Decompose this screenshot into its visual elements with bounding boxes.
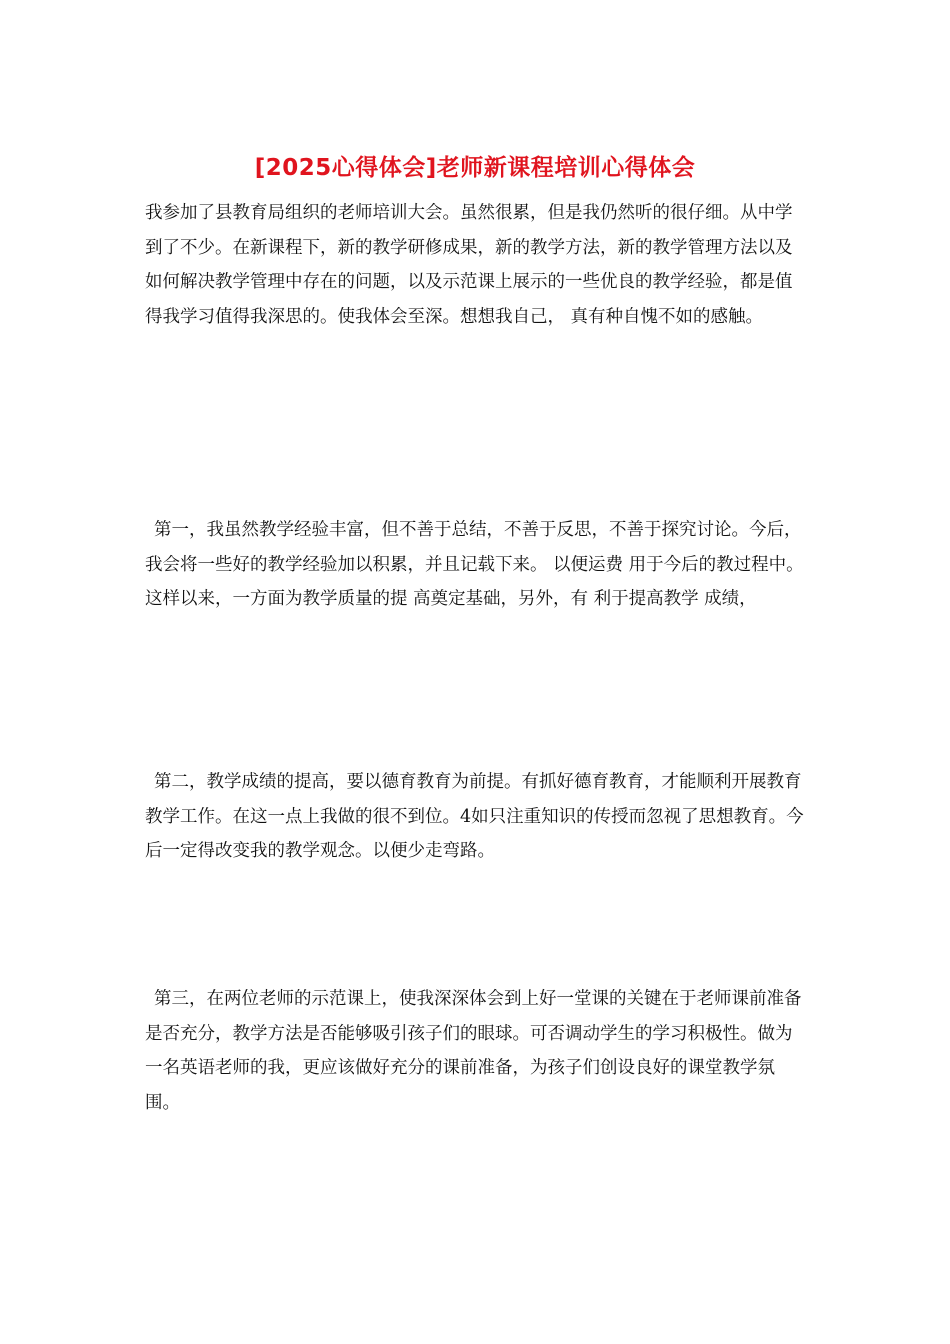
paragraph-intro: 我参加了县教育局组织的老师培训大会。虽然很累，但是我仍然听的很仔细。从中学到了不少。在新课程下，新的教学研修成果，新的教学方法，新的教学管理方法以及如何解决教学管理中存在的问题，以及示范课上展示的一些优良的教学经验，都是值得我学习值得我深思的。使我体会至深。想想我自己， 真有种自愧不如的感触。	[145, 203, 793, 327]
paragraph-first-point: 第一，我虽然教学经验丰富，但不善于总结，不善于反思，不善于探究讨论。今后， 我会将一些好的教学经验加以积累，并且记载下来。 以便运费 用于今后的教过程中。这样以来，一方面为教学质量的提 高奠定基础，另外，有 利于提高教学 成绩，	[145, 520, 804, 609]
document-title: [2025心得体会]老师新课程培训心得体会	[254, 155, 696, 181]
paragraph-third-point: 第三，在两位老师的示范课上，使我深深体会到上好一堂课的关键在于老师课前准备是否充分，教学方法是否能够吸引孩子们的眼球。可否调动学生的学习积极性。做为一名英语老师的我，更应该做好充分的课前准备，为孩子们创设良好的课堂教学氛围。	[145, 989, 802, 1113]
paragraph-second-point: 第二，教学成绩的提高，要以德育教育为前提。有抓好德育教育，才能顺利开展教育教学工作。在这一点上我做的很不到位。4如只注重知识的传授而忽视了思想教育。今后一定得改变我的教学观念。以便少走弯路。	[145, 772, 804, 861]
